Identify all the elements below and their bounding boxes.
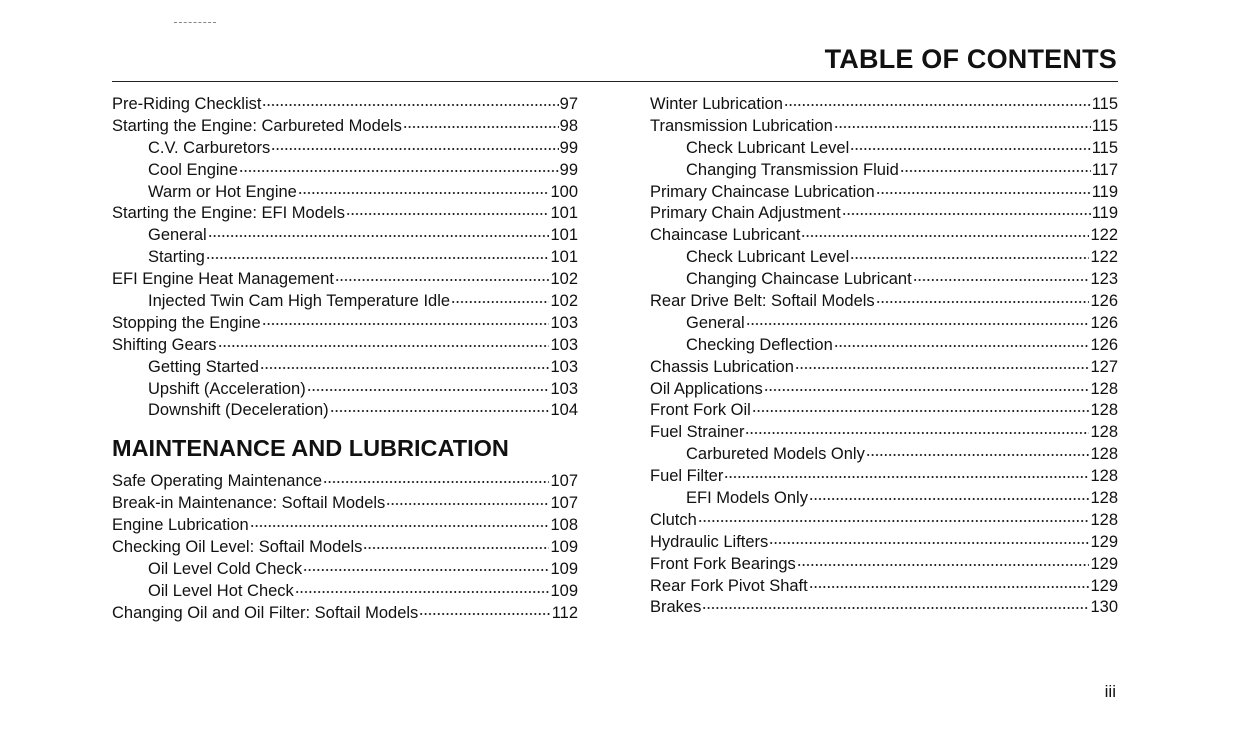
- dot-leader: [295, 591, 550, 593]
- toc-entry[interactable]: [650, 116, 1118, 138]
- toc-entry-title: EFI Models Only: [686, 489, 808, 508]
- toc-entry-title: Warm or Hot Engine: [148, 182, 297, 201]
- section-heading: MAINTENANCE AND LUBRICATION: [112, 435, 509, 462]
- dot-leader: [876, 192, 1091, 194]
- toc-entry-page: 126: [1090, 335, 1118, 354]
- toc-entry[interactable]: [112, 559, 578, 581]
- dot-leader: [262, 104, 558, 106]
- dot-leader: [876, 301, 1090, 303]
- toc-entry[interactable]: [650, 225, 1118, 247]
- toc-list-right: [650, 94, 1118, 619]
- toc-entry[interactable]: [650, 269, 1118, 291]
- toc-entry-title: General: [148, 226, 207, 245]
- toc-entry[interactable]: [650, 203, 1118, 225]
- dot-leader: [260, 367, 549, 369]
- toc-entry[interactable]: [112, 138, 578, 160]
- toc-entry-page: 99: [559, 138, 578, 157]
- dot-leader: [745, 432, 1089, 434]
- toc-entry[interactable]: [112, 247, 578, 269]
- toc-entry-page: 112: [551, 603, 578, 622]
- toc-entry[interactable]: [650, 291, 1118, 313]
- toc-entry[interactable]: [112, 537, 578, 559]
- toc-entry[interactable]: [112, 335, 578, 357]
- toc-entry-title: Break-in Maintenance: Softail Models: [112, 494, 386, 513]
- dot-leader: [698, 520, 1090, 522]
- toc-entry-title: Changing Chaincase Lubricant: [686, 270, 912, 289]
- toc-entry[interactable]: [112, 160, 578, 182]
- toc-entry[interactable]: [112, 603, 578, 625]
- dot-leader: [797, 564, 1090, 566]
- toc-entry-page: 115: [1091, 138, 1118, 157]
- toc-entry[interactable]: [650, 357, 1118, 379]
- toc-entry-page: 101: [550, 248, 578, 267]
- toc-entry[interactable]: [650, 400, 1118, 422]
- dot-leader: [239, 170, 559, 172]
- toc-entry[interactable]: [650, 313, 1118, 335]
- toc-entry[interactable]: [112, 116, 578, 138]
- toc-entry[interactable]: [112, 313, 578, 335]
- toc-entry-page: 102: [550, 270, 578, 289]
- toc-entry-page: 109: [550, 581, 578, 600]
- toc-entry[interactable]: [650, 444, 1118, 466]
- dot-leader: [386, 503, 549, 505]
- toc-entry-page: 101: [550, 204, 578, 223]
- toc-entry-page: 126: [1090, 292, 1118, 311]
- dot-leader: [335, 279, 550, 281]
- toc-entry-page: 123: [1090, 270, 1118, 289]
- toc-entry-page: 109: [550, 538, 578, 557]
- toc-entry-title: Winter Lubrication: [650, 95, 783, 113]
- dot-leader: [769, 542, 1089, 544]
- dot-leader: [419, 613, 550, 615]
- header-rule: [112, 81, 1118, 82]
- toc-entry[interactable]: [650, 160, 1118, 182]
- toc-entry-page: 103: [550, 313, 578, 332]
- toc-entry-page: 130: [1090, 598, 1118, 617]
- toc-entry-title: Primary Chain Adjustment: [650, 204, 841, 223]
- dot-leader: [218, 345, 550, 347]
- toc-entry-title: Shifting Gears: [112, 335, 217, 354]
- toc-entry[interactable]: [112, 94, 578, 116]
- left-column: [112, 94, 578, 625]
- dot-leader: [784, 104, 1091, 106]
- toc-entry-page: 119: [1091, 204, 1118, 223]
- toc-entry[interactable]: [112, 581, 578, 603]
- toc-entry-page: 107: [550, 494, 578, 513]
- right-column: [650, 94, 1118, 619]
- toc-entry-title: Rear Fork Pivot Shaft: [650, 576, 808, 595]
- dot-leader: [752, 410, 1090, 412]
- page-title: TABLE OF CONTENTS: [824, 44, 1117, 74]
- dot-leader: [866, 454, 1090, 456]
- toc-entry-title: Check Lubricant Level: [686, 248, 850, 267]
- toc-entry[interactable]: [650, 94, 1118, 116]
- dot-leader: [809, 498, 1090, 500]
- toc-entry-title: Rear Drive Belt: Softail Models: [650, 292, 875, 311]
- toc-entry[interactable]: [650, 466, 1118, 488]
- toc-entry[interactable]: [650, 554, 1118, 576]
- toc-entry-page: 128: [1090, 489, 1118, 508]
- toc-entry-title: Changing Oil and Oil Filter: Softail Models: [112, 603, 419, 622]
- toc-entry[interactable]: [112, 379, 578, 401]
- toc-entry-title: Cool Engine: [148, 160, 238, 179]
- toc-entry-page: 129: [1090, 532, 1118, 551]
- toc-entry[interactable]: [112, 515, 578, 537]
- scan-mark: [174, 22, 216, 24]
- toc-entry-title: Oil Applications: [650, 379, 763, 398]
- toc-entry-title: Stopping the Engine: [112, 313, 261, 332]
- toc-entry-page: 99: [559, 160, 578, 179]
- dot-leader: [834, 126, 1091, 128]
- page-number: iii: [1104, 682, 1116, 701]
- toc-entry-page: 115: [1091, 116, 1118, 135]
- toc-entry[interactable]: [112, 203, 578, 225]
- dot-leader: [403, 126, 559, 128]
- toc-entry-page: 128: [1090, 445, 1118, 464]
- dot-leader: [303, 569, 549, 571]
- toc-entry-page: 127: [1090, 357, 1118, 376]
- toc-entry-page: 109: [550, 559, 578, 578]
- toc-entry-page: 128: [1090, 379, 1118, 398]
- toc-entry-title: Checking Oil Level: Softail Models: [112, 538, 363, 557]
- dot-leader: [208, 235, 550, 237]
- dot-leader: [809, 586, 1090, 588]
- toc-entry-title: Downshift (Deceleration): [148, 401, 329, 420]
- dot-leader: [346, 213, 550, 215]
- toc-entry-title: Carbureted Models Only: [686, 445, 865, 464]
- dot-leader: [842, 213, 1091, 215]
- toc-entry[interactable]: [112, 269, 578, 291]
- toc-entry-page: 122: [1090, 226, 1118, 245]
- toc-entry-page: 128: [1090, 423, 1118, 442]
- toc-entry[interactable]: [650, 182, 1118, 204]
- toc-entry-title: Injected Twin Cam High Temperature Idle: [148, 292, 451, 311]
- toc-entry[interactable]: [650, 335, 1118, 357]
- dot-leader: [330, 410, 550, 412]
- toc-entry[interactable]: [112, 291, 578, 313]
- dot-leader: [850, 148, 1090, 150]
- toc-entry-title: Starting: [148, 248, 205, 267]
- toc-entry-page: 102: [550, 292, 578, 311]
- toc-entry[interactable]: [112, 225, 578, 247]
- dot-leader: [323, 481, 549, 483]
- toc-entry-title: Front Fork Bearings: [650, 554, 796, 573]
- toc-entry-title: EFI Engine Heat Management: [112, 270, 334, 289]
- toc-entry-title: General: [686, 313, 745, 332]
- dot-leader: [764, 389, 1090, 391]
- dot-leader: [250, 525, 550, 527]
- toc-entry-title: Clutch: [650, 510, 697, 529]
- toc-entry[interactable]: [650, 488, 1118, 510]
- toc-entry-title: Hydraulic Lifters: [650, 532, 769, 551]
- toc-entry-page: 122: [1090, 248, 1118, 267]
- toc-entry-title: Starting the Engine: Carbureted Models: [112, 116, 402, 135]
- toc-entry[interactable]: [650, 597, 1118, 619]
- toc-entry-page: 129: [1090, 576, 1118, 595]
- toc-entry[interactable]: [650, 576, 1118, 598]
- toc-entry-title: Oil Level Cold Check: [148, 559, 303, 578]
- toc-entry-title: C.V. Carburetors: [148, 138, 271, 157]
- toc-entry-page: 128: [1090, 401, 1118, 420]
- toc-entry-page: 100: [550, 182, 578, 201]
- toc-entry-title: Oil Level Hot Check: [148, 581, 294, 600]
- toc-entry-page: 128: [1090, 467, 1118, 486]
- toc-entry[interactable]: [112, 357, 578, 379]
- toc-entry-title: Engine Lubrication: [112, 516, 249, 535]
- toc-entry-title: Safe Operating Maintenance: [112, 472, 323, 491]
- toc-entry-page: 126: [1090, 313, 1118, 332]
- dot-leader: [363, 547, 549, 549]
- toc-entry[interactable]: [112, 471, 578, 493]
- dot-leader: [271, 148, 558, 150]
- toc-entry-title: Check Lubricant Level: [686, 138, 850, 157]
- toc-entry-title: Transmission Lubrication: [650, 116, 833, 135]
- toc-entry-page: 101: [550, 226, 578, 245]
- toc-entry[interactable]: [650, 422, 1118, 444]
- toc-entry[interactable]: [112, 400, 578, 422]
- dot-leader: [262, 323, 550, 325]
- dot-leader: [913, 279, 1090, 281]
- dot-leader: [900, 170, 1091, 172]
- toc-entry[interactable]: [650, 510, 1118, 532]
- toc-entry-title: Upshift (Acceleration): [148, 379, 306, 398]
- toc-entry[interactable]: [650, 379, 1118, 401]
- toc-entry-page: 103: [550, 357, 578, 376]
- toc-entry-title: Fuel Filter: [650, 467, 724, 486]
- toc-entry-page: 103: [550, 335, 578, 354]
- toc-entry-page: 97: [559, 95, 578, 113]
- toc-entry[interactable]: [650, 247, 1118, 269]
- dot-leader: [850, 257, 1089, 259]
- toc-entry-page: 104: [550, 401, 578, 420]
- toc-entry-title: Checking Deflection: [686, 335, 833, 354]
- toc-entry[interactable]: [112, 493, 578, 515]
- toc-list-left-bottom: [112, 471, 578, 624]
- dot-leader: [298, 192, 550, 194]
- dot-leader: [451, 301, 549, 303]
- toc-entry-title: Chassis Lubrication: [650, 357, 794, 376]
- toc-entry-title: Front Fork Oil: [650, 401, 751, 420]
- toc-entry-title: Primary Chaincase Lubrication: [650, 182, 875, 201]
- dot-leader: [307, 389, 550, 391]
- dot-leader: [746, 323, 1090, 325]
- dot-leader: [801, 235, 1089, 237]
- toc-entry-page: 119: [1091, 182, 1118, 201]
- dot-leader: [834, 345, 1090, 347]
- toc-entry-page: 98: [559, 116, 578, 135]
- toc-entry[interactable]: [650, 138, 1118, 160]
- toc-entry[interactable]: [650, 532, 1118, 554]
- toc-entry-title: Starting the Engine: EFI Models: [112, 204, 345, 223]
- toc-entry-title: Fuel Strainer: [650, 423, 745, 442]
- dot-leader: [795, 367, 1089, 369]
- toc-entry-page: 117: [1091, 160, 1118, 179]
- toc-entry-page: 107: [550, 472, 578, 491]
- dot-leader: [206, 257, 550, 259]
- toc-entry-title: Getting Started: [148, 357, 259, 376]
- toc-entry-title: Brakes: [650, 598, 702, 617]
- toc-entry-title: Changing Transmission Fluid: [686, 160, 899, 179]
- toc-list-left-top: [112, 94, 578, 422]
- toc-entry-page: 128: [1090, 510, 1118, 529]
- toc-entry-page: 103: [550, 379, 578, 398]
- toc-entry-page: 115: [1091, 95, 1118, 113]
- toc-entry-page: 129: [1090, 554, 1118, 573]
- toc-entry[interactable]: [112, 182, 578, 204]
- toc-entry-page: 108: [550, 516, 578, 535]
- toc-entry-title: Pre-Riding Checklist: [112, 95, 262, 113]
- dot-leader: [702, 607, 1089, 609]
- dot-leader: [724, 476, 1089, 478]
- toc-entry-title: Chaincase Lubricant: [650, 226, 801, 245]
